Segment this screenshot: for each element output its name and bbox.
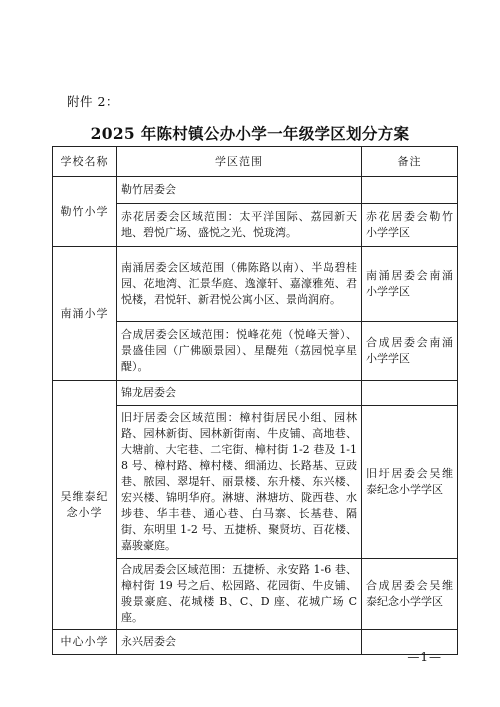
district-range-cell: 合成居委会区域范围：悦峰花苑（悦峰天誉）、景盛佳园（广佛颐景园）、星醍苑（荔园悦享星醍）。 [117,322,362,381]
district-range-cell: 勒竹居委会 [117,177,362,204]
remarks-cell [362,381,458,406]
school-name-cell: 南涌小学 [53,247,117,381]
remarks-cell: 旧圩居委会吴维泰纪念小学学区 [362,406,458,559]
district-range-cell: 合成居委会区域范围：五捷桥、永安路 1-6 巷、樟村街 19 号之后、松园路、花园街、牛皮铺、骏景豪庭、花城楼 B、C、D 座、花城广场 C 座。 [117,559,362,630]
district-range-cell: 永兴居委会 [117,630,362,655]
district-range-cell: 旧圩居委会区域范围：樟村街居民小组、园林路、园林新街、园林新街南、牛皮铺、高地巷、大塘前、大宅巷、二宅街、樟村街 1-2 巷及 1-18 号、樟村路、樟村楼、细涌边、长路基、豆豉巷、脓园、翠堤轩、丽景楼、东升楼、东兴楼、宏兴楼、锦明华府。淋塘、淋塘坊、陇西巷、水埗巷、华丰巷、通心巷、白马寨、长基巷、隔街、东明里 1-2 号、五捷桥、聚贤坊、百花楼、嘉骏豪庭。 [117,406,362,559]
document-title: 2025 年陈村镇公办小学一年级学区划分方案 [90,124,410,143]
school-name-cell: 吴维泰纪念小学 [53,381,117,630]
district-range-cell: 南涌居委会区域范围（佛陈路以南）、半岛碧桂园、花地湾、汇景华庭、逸濠轩、嘉濠雅苑、君悦楼，君悦轩、新君悦公寓小区、景尚润府。 [117,247,362,322]
table-row [53,630,458,655]
header-remarks: 备注 [362,147,458,177]
remarks-cell: 南涌居委会南涌小学学区 [362,247,458,322]
table-row [53,381,458,406]
remarks-cell [362,177,458,204]
remarks-cell: 合成居委会吴维泰纪念小学学区 [362,559,458,630]
remarks-cell: 合成居委会南涌小学学区 [362,322,458,381]
header-school-name: 学校名称 [53,147,117,177]
table-row [53,177,458,204]
school-name-cell: 中心小学 [53,630,117,655]
header-district-range: 学区范围 [117,147,362,177]
table-row [53,247,458,322]
remarks-cell: 赤花居委会勒竹小学学区 [362,204,458,247]
school-district-table [52,146,458,655]
table-header-row [53,147,458,177]
page-number: —1— [407,650,442,664]
district-range-cell: 锦龙居委会 [117,381,362,406]
school-name-cell: 勒竹小学 [53,177,117,247]
district-range-cell: 赤花居委会区域范围：太平洋国际、荔园新天地、碧悦广场、盛悦之光、悦珑湾。 [117,204,362,247]
annex-label: 附件 2： [67,94,119,109]
